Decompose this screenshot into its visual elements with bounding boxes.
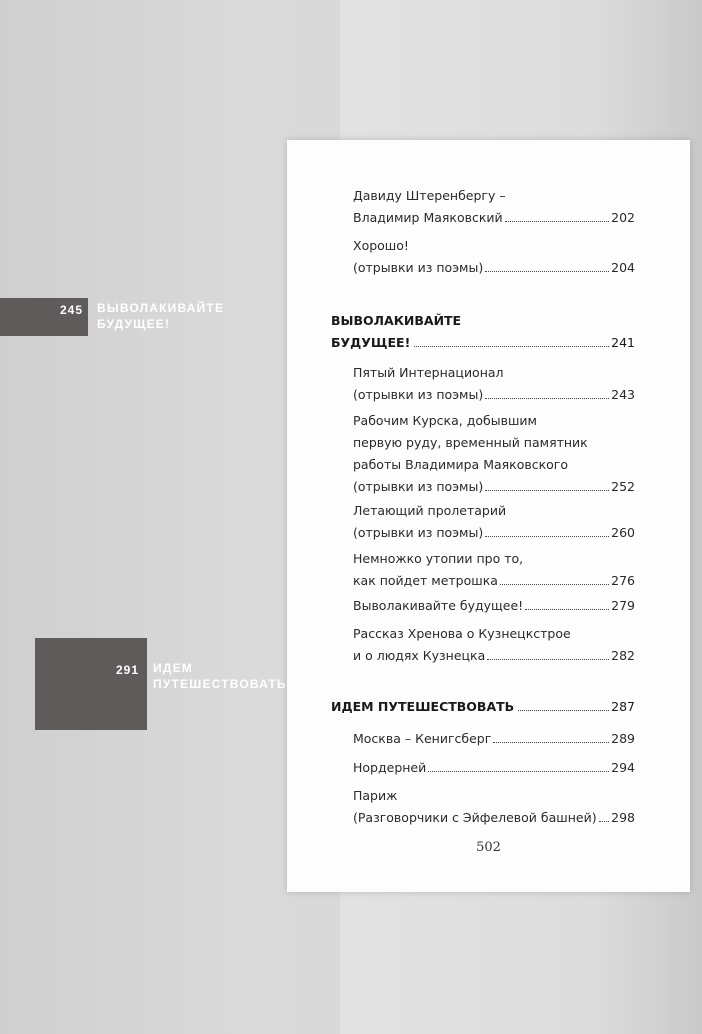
toc-entry[interactable] [353,728,635,750]
dot-leader [518,710,609,711]
toc-entry-line: и о людях Кузнецка [353,648,486,663]
toc-page-number: 252 [611,479,635,494]
section-title-line: ИДЕМ [153,661,193,675]
dot-leader [599,821,610,822]
section-number: 291 [116,663,140,677]
toc-entry[interactable] [353,595,635,617]
toc-page-number: 202 [611,210,635,225]
toc-entry-line: работы Владимира Маяковского [353,457,569,472]
toc-entry-line: (отрывки из поэмы) [353,387,484,402]
toc-page-number: 289 [611,731,635,746]
dot-leader [485,536,609,537]
toc-entry[interactable] [353,410,635,498]
toc-entry[interactable] [353,185,635,229]
toc-entry[interactable] [353,548,635,592]
toc-entry[interactable] [353,500,635,544]
toc-page-number: 294 [611,760,635,775]
toc-entry-line: Выволакивайте будущее! [353,598,524,613]
toc-entry-line: Летающий пролетарий [353,503,507,518]
toc-section-line: ВЫВОЛАКИВАЙТЕ [331,313,462,328]
toc-section-line: БУДУЩЕЕ! [331,335,411,350]
dot-leader [487,659,609,660]
toc-section-heading[interactable] [331,310,635,354]
toc-entry-line: Хорошо! [353,238,409,253]
dot-leader [500,584,609,585]
toc-entry-line: Москва – Кенигсберг [353,731,492,746]
toc-entry-line: Рабочим Курска, добывшим [353,413,537,428]
toc-entry-line: (отрывки из поэмы) [353,479,484,494]
section-marker-box [35,638,147,730]
toc-section-line: ИДЕМ ПУТЕШЕСТВОВАТЬ [331,699,515,714]
toc-entry-line: Давиду Штеренбергу – [353,188,506,203]
toc-page-number: 243 [611,387,635,402]
toc-entry-line: (отрывки из поэмы) [353,260,484,275]
dot-leader [485,271,609,272]
section-title [97,300,224,332]
section-number: 245 [60,303,84,317]
dot-leader [493,742,609,743]
toc-entry[interactable] [353,362,635,406]
toc-page-number: 279 [611,598,635,613]
toc-entry[interactable] [353,785,635,829]
toc-entry-line: первую руду, временный памятник [353,435,588,450]
dot-leader [428,771,609,772]
section-title-line: БУДУЩЕЕ! [97,317,171,331]
dot-leader [485,398,609,399]
section-title-line: ВЫВОЛАКИВАЙТЕ [97,301,225,315]
toc-entry-line: (отрывки из поэмы) [353,525,484,540]
toc-entry-line: Немножко утопии про то, [353,551,524,566]
dot-leader [414,346,609,347]
toc-page-number: 241 [611,335,635,350]
dot-leader [485,490,609,491]
dot-leader [505,221,609,222]
section-title-line: ПУТЕШЕСТВОВАТЬ [153,677,287,691]
page-number: 502 [476,840,501,855]
toc-entry-line: Париж [353,788,398,803]
toc-section-heading[interactable] [331,696,635,718]
toc-page-number: 276 [611,573,635,588]
toc-page-number: 287 [611,699,635,714]
toc-entry-line: Нордерней [353,760,427,775]
dot-leader [525,609,609,610]
toc-entry-line: Рассказ Хренова о Кузнецкстрое [353,626,571,641]
toc-page-number: 282 [611,648,635,663]
book-page [287,140,690,892]
toc-entry[interactable] [353,235,635,279]
toc-entry-line: Владимир Маяковский [353,210,503,225]
toc-entry[interactable] [353,757,635,779]
section-title [153,660,287,692]
toc-entry-line: как пойдет метрошка [353,573,498,588]
toc-page-number: 298 [611,810,635,825]
toc-page-number: 204 [611,260,635,275]
toc-page-number: 260 [611,525,635,540]
toc-entry-line: (Разговорчики с Эйфелевой башней) [353,810,597,825]
toc-entry-line: Пятый Интернационал [353,365,504,380]
toc-entry[interactable] [353,623,635,667]
